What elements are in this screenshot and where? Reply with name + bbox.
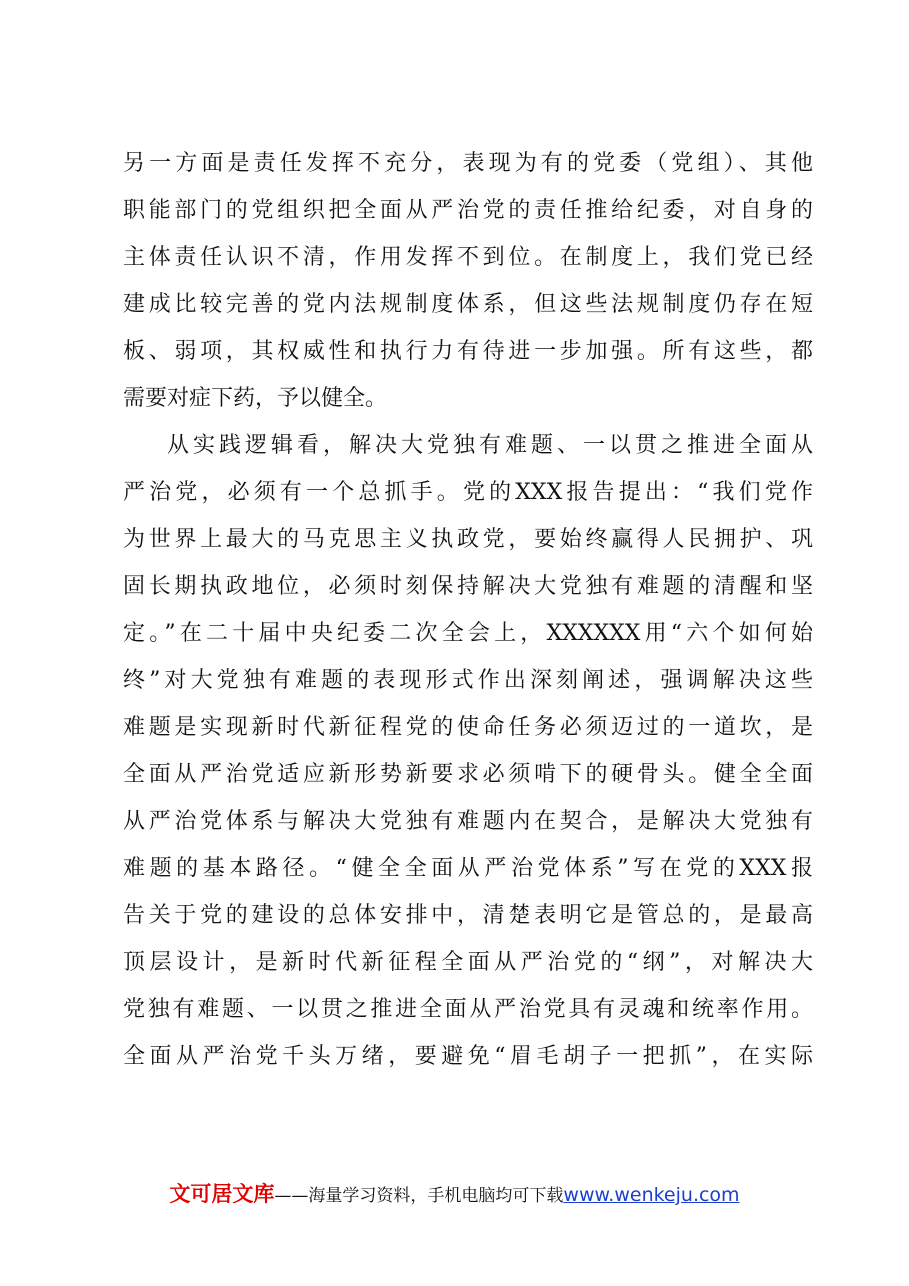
text-line: 为世界上最大的马克思主义执政党，要始终赢得人民拥护、巩 [123, 527, 813, 552]
text-line: 固长期执政地位，必须时刻保持解决大党独有难题的清醒和坚 [123, 574, 813, 599]
footer-url-link[interactable]: www.wenkeju.com [563, 1184, 740, 1206]
paragraph [123, 422, 813, 1080]
text-line: 板、弱项，其权威性和执行力有待进一步加强。所有这些，都 [123, 339, 813, 364]
text-line: 从实践逻辑看，解决大党独有难题、一以贯之推进全面从 [167, 433, 813, 458]
paragraph [123, 140, 813, 422]
text-line: 建成比较完善的党内法规制度体系，但这些法规制度仍存在短 [123, 292, 813, 317]
footer-tagline: ——海量学习资料，手机电脑均可下载 [274, 1186, 564, 1206]
text-line: 另一方面是责任发挥不充分，表现为有的党委（党组）、其他 [123, 151, 813, 176]
text-line: 难题是实现新时代新征程党的使命任务必须迈过的一道坎，是 [123, 715, 813, 740]
text-line: 需要对症下药，予以健全。 [123, 386, 388, 411]
text-line: 全面从严治党千头万绪，要避免“眉毛胡子一把抓”，在实际 [123, 1044, 813, 1069]
text-line: 从严治党体系与解决大党独有难题内在契合，是解决大党独有 [123, 809, 813, 834]
text-line: 终”对大党独有难题的表现形式作出深刻阐述，强调解决这些 [123, 668, 813, 693]
text-line: 主体责任认识不清，作用发挥不到位。在制度上，我们党已经 [123, 245, 813, 270]
text-line: 难题的基本路径。“健全全面从严治党体系”写在党的XXX报 [123, 856, 813, 881]
text-line: 职能部门的党组织把全面从严治党的责任推给纪委，对自身的 [123, 198, 813, 223]
text-line: 顶层设计，是新时代新征程全面从严治党的“纲”，对解决大 [123, 950, 813, 975]
text-line: 全面从严治党适应新形势新要求必须啃下的硬骨头。健全全面 [123, 762, 813, 787]
text-line: 定。”在二十届中央纪委二次全会上，XXXXXX用“六个如何始 [123, 621, 813, 646]
text-line: 告关于党的建设的总体安排中，清楚表明它是管总的，是最高 [123, 903, 813, 928]
body-text [123, 140, 813, 1080]
text-line: 严治党，必须有一个总抓手。党的XXX报告提出：“我们党作 [123, 480, 813, 505]
footer-brand: 文可居文库 [169, 1182, 275, 1206]
text-line: 党独有难题、一以贯之推进全面从严治党具有灵魂和统率作用。 [123, 997, 813, 1022]
footer-banner [0, 1180, 909, 1210]
